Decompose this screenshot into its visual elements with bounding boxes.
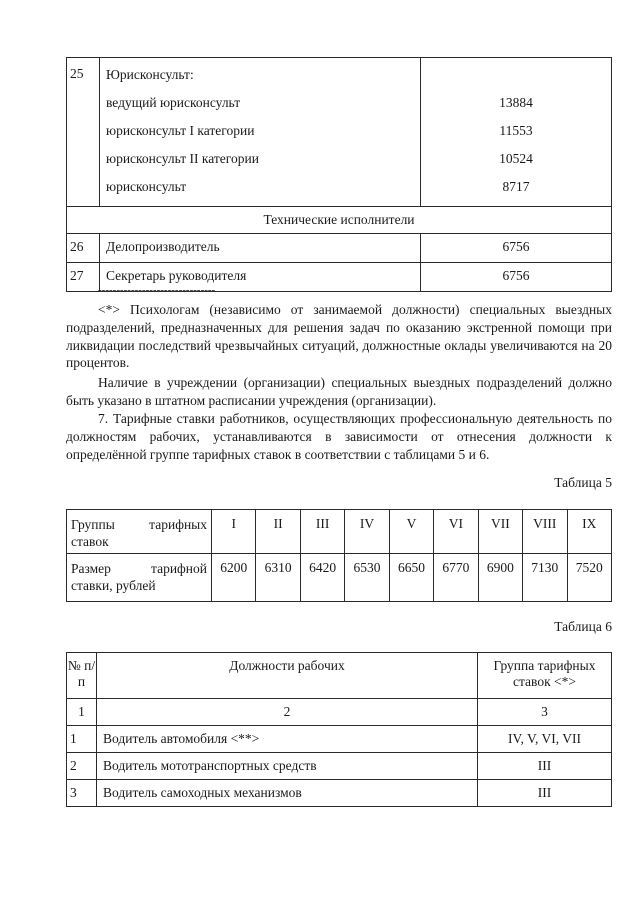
table-row-25 <box>67 58 612 207</box>
rate-cell: 6200 <box>212 554 256 602</box>
rate-cell: 7520 <box>567 554 612 602</box>
header-num: № п/п <box>67 653 97 699</box>
group-cell: II <box>256 510 300 554</box>
position-name: Водитель самоходных механизмов <box>97 780 478 807</box>
rate-cell: 6310 <box>256 554 300 602</box>
group-cell: VI <box>434 510 478 554</box>
group-value: III <box>478 780 612 807</box>
group-cell: VII <box>478 510 522 554</box>
tariff-rates-table <box>66 509 612 602</box>
position-name: юрисконсульт II категории <box>106 151 259 166</box>
header-row <box>67 653 612 699</box>
table-row <box>67 780 612 807</box>
row-number: 2 <box>67 753 97 780</box>
rates-row <box>67 554 612 602</box>
positions-table <box>66 57 612 292</box>
salary-value: 6756 <box>421 234 612 263</box>
groups-row <box>67 510 612 554</box>
rate-cell: 6770 <box>434 554 478 602</box>
header-group: Группа тарифных ставок <*> <box>478 653 612 699</box>
group-cell: I <box>212 510 256 554</box>
row-number: 1 <box>67 726 97 753</box>
column-numbers-row <box>67 699 612 726</box>
position-name: Секретарь руководителя <box>100 263 421 292</box>
row-number: 3 <box>67 780 97 807</box>
rate-cell: 6420 <box>300 554 344 602</box>
salary-value: 10524 <box>499 151 533 166</box>
group-value: III <box>478 753 612 780</box>
group-cell: VIII <box>523 510 567 554</box>
header-position: Должности рабочих <box>97 653 478 699</box>
group-value: IV, V, VI, VII <box>478 726 612 753</box>
position-name: Делопроизводитель <box>100 234 421 263</box>
position-cell <box>100 58 421 207</box>
salary-value: 11553 <box>499 123 533 138</box>
column-number: 1 <box>67 699 97 726</box>
row-number: 25 <box>67 58 100 207</box>
rate-cell: 6900 <box>478 554 522 602</box>
groups-label: Группы тарифных ставок <box>67 510 212 554</box>
column-number: 3 <box>478 699 612 726</box>
table-row <box>67 726 612 753</box>
salary-value: 13884 <box>499 95 533 110</box>
salary-cell <box>421 58 612 207</box>
rate-cell: 6650 <box>389 554 433 602</box>
table6-caption: Таблица 6 <box>554 619 612 634</box>
row-number: 26 <box>67 234 100 263</box>
column-number: 2 <box>97 699 478 726</box>
group-cell: IV <box>345 510 389 554</box>
table5-caption: Таблица 5 <box>554 475 612 490</box>
position-name: ведущий юрисконсульт <box>106 95 241 110</box>
footnote-separator: -------------------------------- <box>98 284 216 296</box>
rate-cell: 6530 <box>345 554 389 602</box>
position-name: Водитель мототранспортных средств <box>97 753 478 780</box>
position-name: Водитель автомобиля <**> <box>97 726 478 753</box>
section-row <box>67 207 612 234</box>
table-row-26 <box>67 234 612 263</box>
position-title: Юрисконсульт: <box>106 67 194 82</box>
group-cell: IX <box>567 510 612 554</box>
salary-value: 6756 <box>421 263 612 292</box>
salary-value: 8717 <box>502 179 530 194</box>
worker-positions-table <box>66 652 612 807</box>
table-row <box>67 753 612 780</box>
group-cell: III <box>300 510 344 554</box>
position-name: юрисконсульт I категории <box>106 123 255 138</box>
paragraph-units: Наличие в учреждении (организации) специальных выездных подразделений должно быть указано в штатном расписании учреждения (организации). <box>66 375 612 408</box>
rate-cell: 7130 <box>523 554 567 602</box>
paragraph-7: 7. Тарифные ставки работников, осуществляющих профессиональную деятельность по должностям рабочих, устанавливаются в зависимости от отнесения должности к определённой группе тарифных ставок в соответствии с таблицами 5 и 6. <box>66 411 612 462</box>
section-title: Технические исполнители <box>67 207 612 234</box>
rates-label: Размер тарифной ставки, рублей <box>67 554 212 602</box>
group-cell: V <box>389 510 433 554</box>
footnote-text: <*> Психологам (независимо от занимаемой должности) специальных выездных подразделений, предназначенных для решения задач по оказанию экстренной помощи при ликвидации последствий чрезвычайных ситуаций, должностные оклады увеличиваются на 20 процентов. <box>66 302 612 371</box>
position-name: юрисконсульт <box>106 179 187 194</box>
row-number: 27 <box>67 263 100 292</box>
